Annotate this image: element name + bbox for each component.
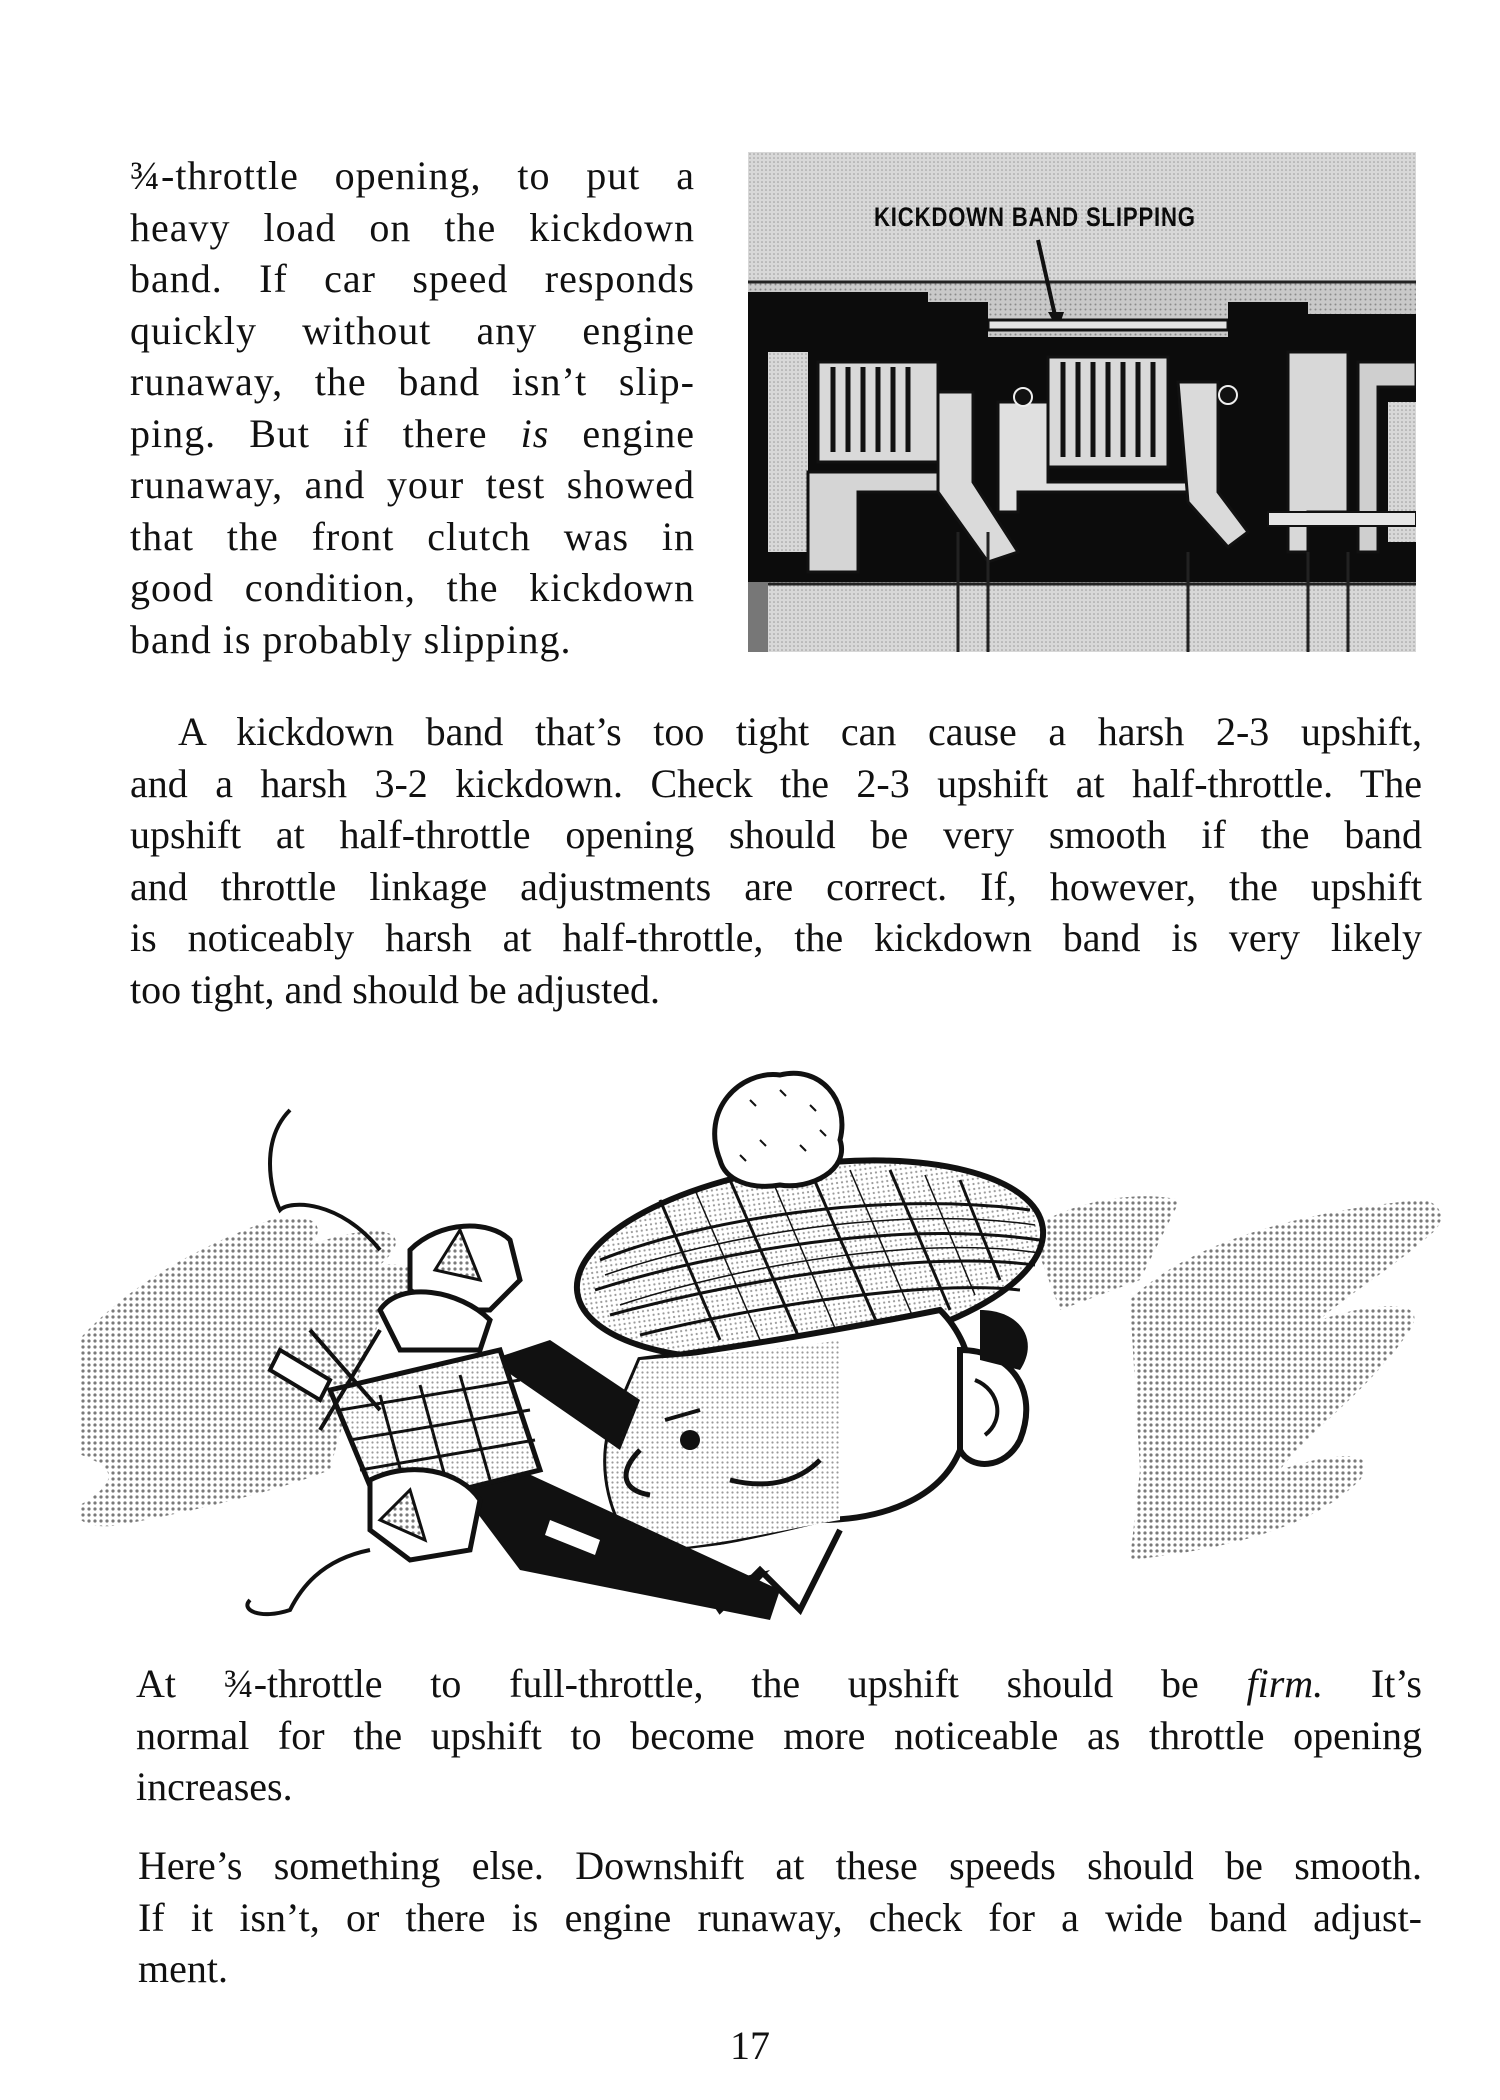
paragraph-firm-upshift (136, 1658, 1422, 1813)
kickdown-band-diagram (748, 152, 1416, 652)
text-segment: ping. But if there (130, 410, 521, 456)
paragraph-tight-band (130, 706, 1422, 1015)
text-line: runaway, the band isn’t slip- (130, 359, 695, 404)
emphasis-text: is (520, 410, 550, 456)
text-line: heavy load on the kickdown (130, 204, 695, 250)
text-line: runaway, and your test showed (130, 462, 695, 507)
text-line: good condition, the kickdown (130, 565, 695, 610)
text-line: is noticeably harsh at half-throttle, the kickdown band is very likely (130, 915, 1422, 960)
emphasis-text: firm. (1246, 1661, 1324, 1706)
diagram-label: KICKDOWN BAND SLIPPING (874, 202, 1196, 232)
text-line: too tight, and should be adjusted. (130, 966, 660, 1012)
text-line: Here’s something else. Downshift at these speeds should be smooth. (138, 1843, 1422, 1888)
text-line: and throttle linkage adjustments are correct. If, however, the upshift (130, 863, 1422, 909)
text-line: band is probably slipping. (130, 616, 572, 662)
text-line (136, 1658, 1422, 1710)
cartoon-mechanic-illustration (80, 1050, 1480, 1620)
text-line: increases. (136, 1764, 293, 1809)
text-line: ¾-throttle opening, to put a (130, 153, 695, 198)
text-line: band. If car speed responds (130, 256, 695, 301)
paragraph-kickdown-test (130, 150, 695, 665)
text-segment: It’s (1323, 1661, 1422, 1706)
paragraph-downshift (138, 1840, 1422, 1995)
text-line: that the front clutch was in (130, 513, 695, 559)
text-line (130, 408, 695, 460)
text-line: and a harsh 3-2 kickdown. Check the 2-3 upshift at half-throttle. The (130, 760, 1422, 806)
page-number: 17 (730, 2023, 770, 2068)
text-line: quickly without any engine (130, 307, 695, 353)
text-segment: At ¾-throttle to full-throttle, the upshift should be (136, 1661, 1247, 1706)
text-line: normal for the upshift to become more noticeable as throttle opening (136, 1712, 1422, 1758)
text-line: A kickdown band that’s too tight can cause a harsh 2-3 upshift, (178, 709, 1422, 754)
text-line: upshift at half-throttle opening should be very smooth if the band (130, 812, 1422, 857)
text-line: ment. (138, 1946, 228, 1991)
text-line: If it isn’t, or there is engine runaway, check for a wide band adjust- (138, 1894, 1422, 1940)
text-segment: engine (582, 410, 696, 456)
